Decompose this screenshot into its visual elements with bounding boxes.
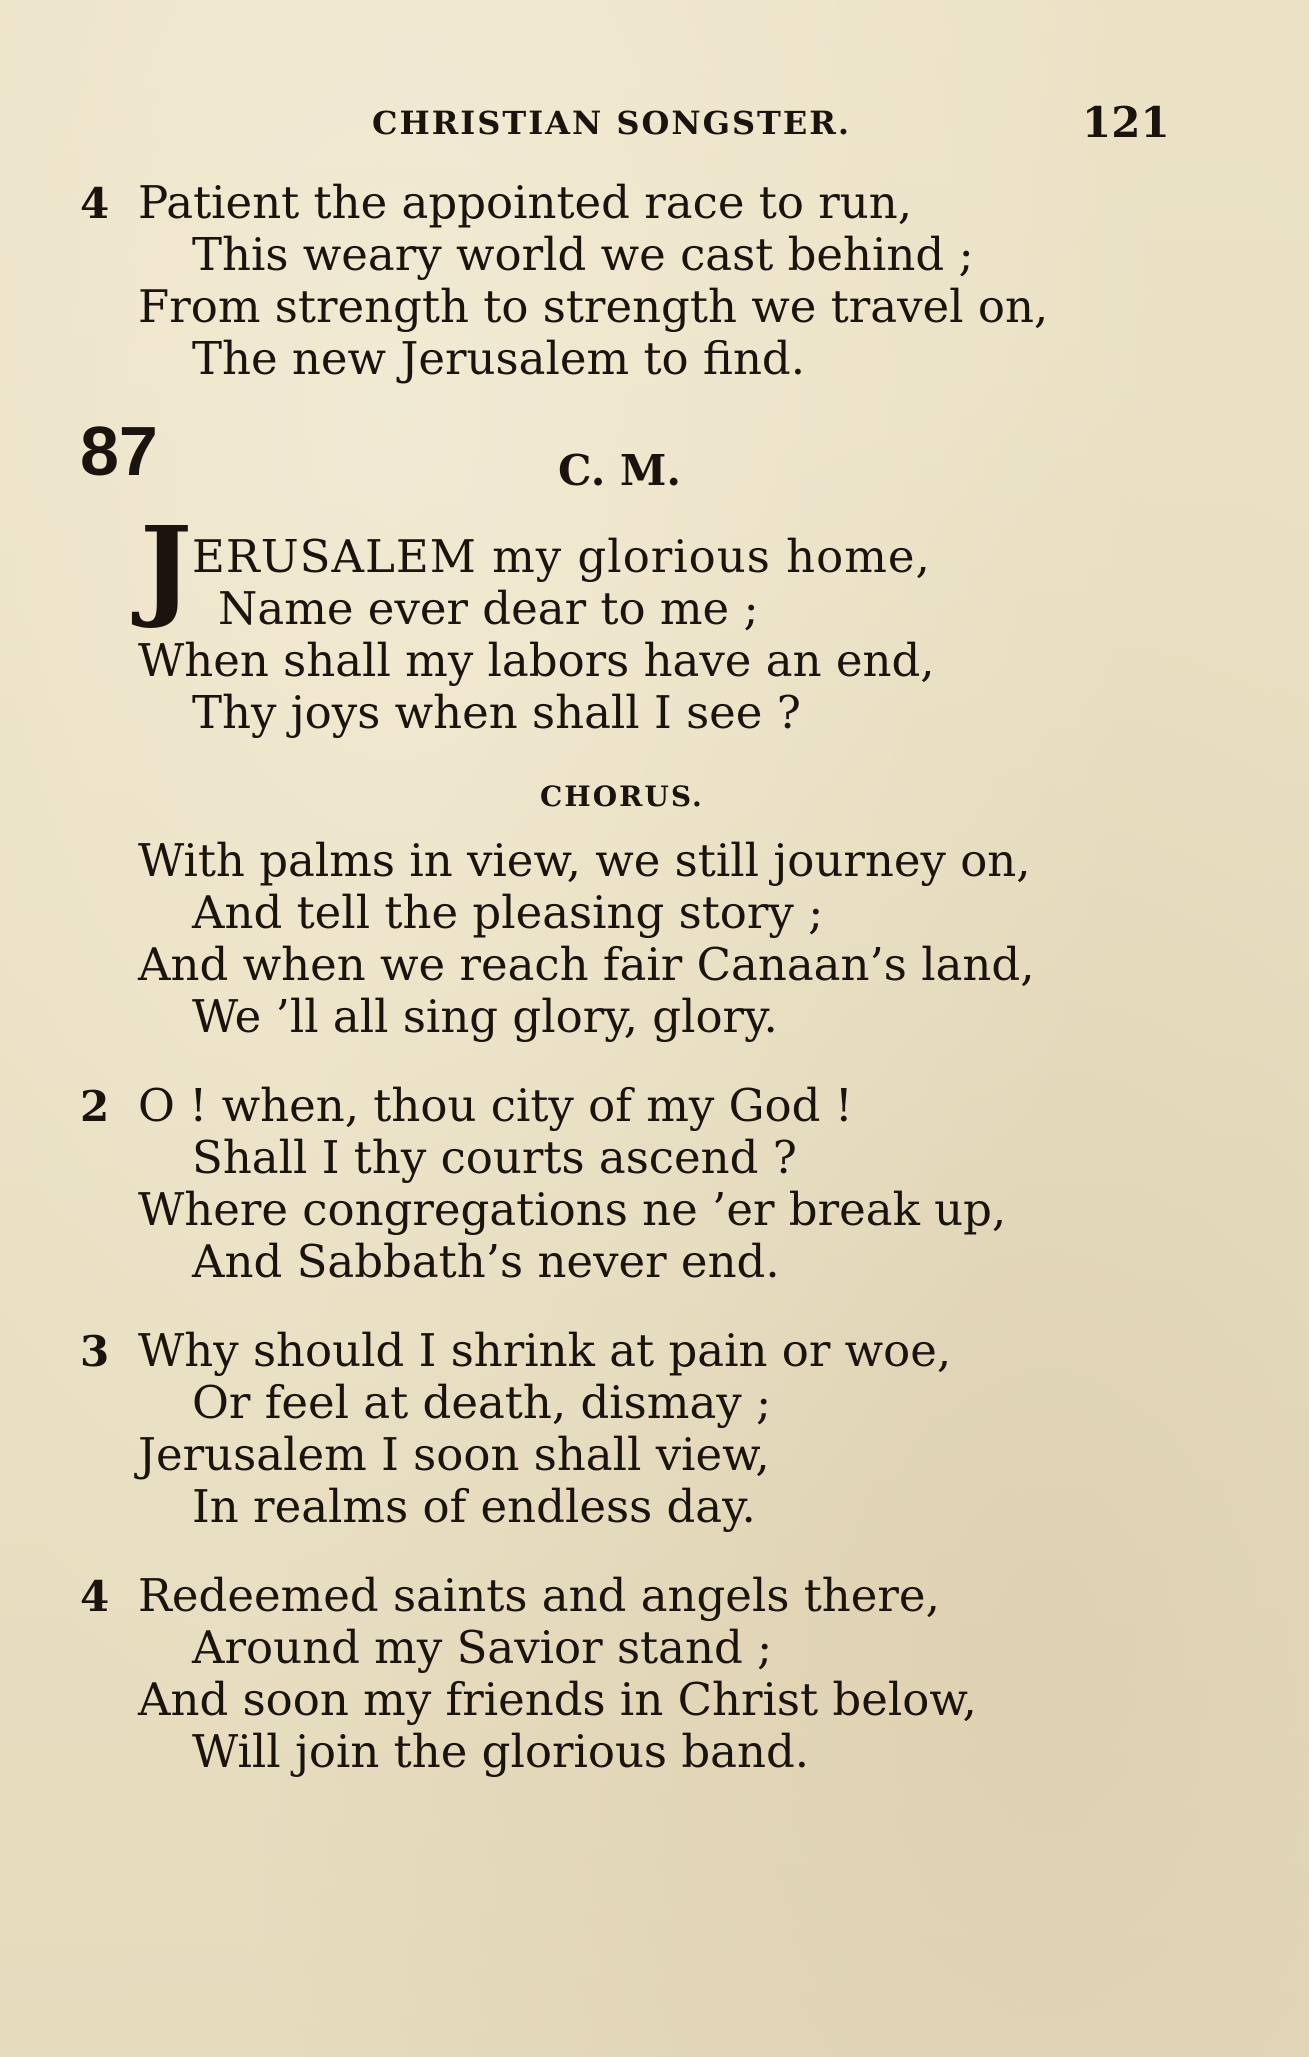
stanza-line: Patient the appointed race to run, [138, 176, 913, 229]
stanza-line: And Sabbath’s never end. [192, 1235, 780, 1288]
stanza-line: This weary world we cast behind ; [192, 228, 974, 281]
stanza-line: Around my Savior stand ; [192, 1621, 773, 1674]
stanza-number: 3 [80, 1327, 110, 1376]
stanza-line: And soon my friends in Christ below, [138, 1673, 977, 1726]
stanza-line: Where congregations ne ’er break up, [138, 1183, 1007, 1236]
stanza-line: Shall I thy courts ascend ? [192, 1131, 797, 1184]
drop-cap: J [140, 502, 193, 631]
stanza-line: Name ever dear to me ; [218, 582, 759, 635]
chorus-label: CHORUS. [540, 780, 704, 813]
stanza-line: In realms of endless day. [192, 1480, 756, 1533]
stanza-line: Redeemed saints and angels there, [138, 1569, 940, 1622]
stanza-line: O ! when, thou city of my God ! [138, 1079, 853, 1132]
stanza-line: Jerusalem I soon shall view, [138, 1428, 770, 1481]
running-title: CHRISTIAN SONGSTER. [372, 104, 851, 142]
stanza-line: ERUSALEM my glorious home, [192, 530, 931, 583]
stanza-line: When shall my labors have an end, [138, 634, 935, 687]
chorus-line: And tell the pleasing story ; [192, 886, 824, 939]
hymn-meter: C. M. [558, 446, 682, 495]
page-number: 121 [1082, 98, 1170, 147]
stanza-line: Thy joys when shall I see ? [192, 686, 801, 739]
stanza-number: 2 [80, 1082, 110, 1131]
stanza-line: Why should I shrink at pain or woe, [138, 1324, 952, 1377]
stanza-line: The new Jerusalem to find. [192, 332, 806, 385]
chorus-line: With palms in view, we still journey on, [138, 834, 1031, 887]
stanza-number: 4 [80, 179, 110, 228]
chorus-line: We ’ll all sing glory, glory. [192, 990, 778, 1043]
hymn-number: 87 [80, 412, 158, 490]
stanza-number: 4 [80, 1572, 110, 1621]
stanza-line: Will join the glorious band. [192, 1725, 810, 1778]
chorus-line: And when we reach fair Canaan’s land, [138, 938, 1035, 991]
stanza-line: Or feel at death, dismay ; [192, 1376, 772, 1429]
stanza-line: From strength to strength we travel on, [138, 280, 1049, 333]
